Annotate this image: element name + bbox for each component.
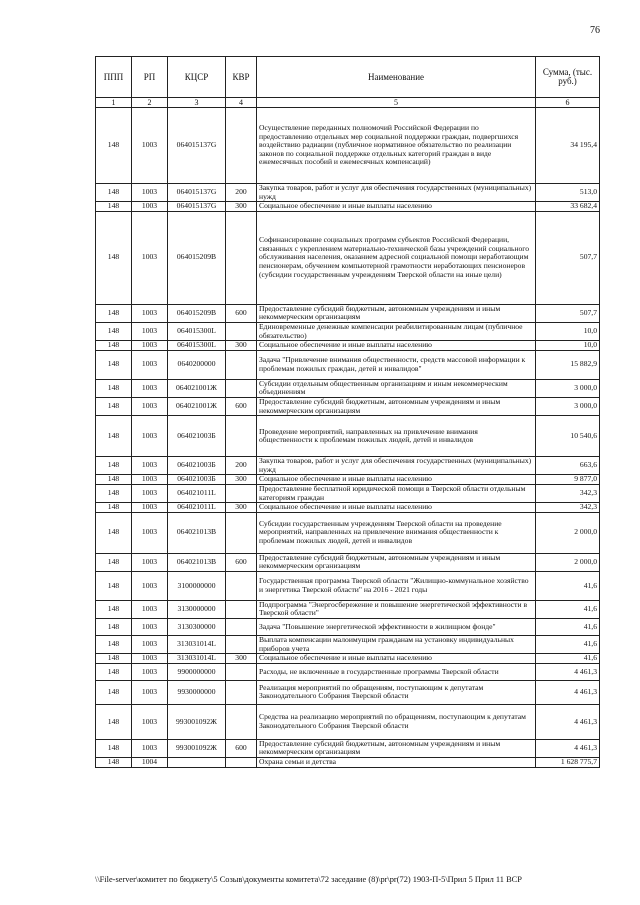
cell-rp: 1003: [132, 704, 168, 739]
cell-kvr: [226, 211, 257, 304]
cell-kvr: [226, 484, 257, 502]
table-row: [96, 571, 600, 600]
cell-name: Расходы, не включенные в государственные программы Тверской области: [257, 663, 536, 680]
cell-sum: 2 000,0: [536, 512, 600, 553]
cell-ppp: 148: [96, 202, 132, 212]
table-row: [96, 397, 600, 415]
cell-kvr: [226, 680, 257, 704]
table-row: [96, 739, 600, 757]
cell-rp: 1003: [132, 484, 168, 502]
cell-sum: 3 000,0: [536, 379, 600, 397]
cell-kcsr: 064015209B: [168, 211, 226, 304]
cell-ppp: 148: [96, 600, 132, 618]
cell-sum: 4 461,3: [536, 663, 600, 680]
table-row: [96, 322, 600, 340]
cell-ppp: 148: [96, 322, 132, 340]
cell-kcsr: 064015137G: [168, 108, 226, 184]
cell-name: Реализация мероприятий по обращениям, поступающим к депутатам Законодательного Собрания Тверской области: [257, 680, 536, 704]
cell-name: Социальное обеспечение и иные выплаты населению: [257, 475, 536, 485]
cell-name: Социальное обеспечение и иные выплаты населению: [257, 654, 536, 664]
table-row: [96, 304, 600, 322]
cell-kvr: [226, 636, 257, 654]
table-row: [96, 350, 600, 379]
cell-name: Предоставление субсидий бюджетным, автономным учреждениям и иным некоммерческим организациям: [257, 397, 536, 415]
cell-ppp: 148: [96, 350, 132, 379]
cell-rp: 1003: [132, 416, 168, 457]
cell-sum: 3 000,0: [536, 397, 600, 415]
cell-sum: 10 540,6: [536, 416, 600, 457]
cell-kvr: 600: [226, 397, 257, 415]
header-kvr: КВР: [226, 57, 257, 98]
table-body: [96, 108, 600, 768]
cell-rp: 1003: [132, 503, 168, 513]
cell-ppp: 148: [96, 484, 132, 502]
cell-kcsr: 064015137G: [168, 184, 226, 202]
cell-name: Социальное обеспечение и иные выплаты населению: [257, 202, 536, 212]
table-row: [96, 636, 600, 654]
cell-kcsr: 3100000000: [168, 571, 226, 600]
cell-kvr: 600: [226, 304, 257, 322]
cell-name: Предоставление бесплатной юридической помощи в Тверской области отдельным категориям граждан: [257, 484, 536, 502]
cell-kvr: [226, 322, 257, 340]
cell-ppp: 148: [96, 184, 132, 202]
table-row: [96, 654, 600, 664]
cell-sum: 41,6: [536, 619, 600, 636]
cell-rp: 1003: [132, 202, 168, 212]
table-row: [96, 619, 600, 636]
cell-rp: 1003: [132, 304, 168, 322]
cell-rp: 1003: [132, 322, 168, 340]
table-row: [96, 379, 600, 397]
cell-kcsr: 064021003Б: [168, 457, 226, 475]
cell-ppp: 148: [96, 304, 132, 322]
cell-ppp: 148: [96, 680, 132, 704]
cell-name: Закупка товаров, работ и услуг для обеспечения государственных (муниципальных) нужд: [257, 457, 536, 475]
cell-name: Охрана семьи и детства: [257, 758, 536, 768]
cell-rp: 1003: [132, 397, 168, 415]
table-row: [96, 457, 600, 475]
cell-name: Предоставление субсидий бюджетным, автономным учреждениям и иным некоммерческим организациям: [257, 304, 536, 322]
cell-kvr: [226, 416, 257, 457]
table-row: [96, 211, 600, 304]
cell-rp: 1003: [132, 600, 168, 618]
cell-kcsr: 064021001Ж: [168, 397, 226, 415]
cell-rp: 1004: [132, 758, 168, 768]
cell-kcsr: 064021013B: [168, 553, 226, 571]
cell-kcsr: 3130300000: [168, 619, 226, 636]
cell-sum: 10,0: [536, 341, 600, 351]
cell-sum: 4 461,3: [536, 680, 600, 704]
cell-name: Субсидии государственным учреждениям Тверской области на проведение мероприятий, направленных на привлечение внимания общественности к проблемам пожилых людей, детей и инвалидов: [257, 512, 536, 553]
cell-kcsr: 313031014L: [168, 636, 226, 654]
cell-name: Осуществление переданных полномочий Российской Федерации по предоставлению отдельных мер социальной поддержки граждан, подвергшихся воздействию радиации (публичное нормативное обязательство по реализации законов по социальной поддержке отдельных категорий граждан в виде ежемесячных пособий и ежемесячных компенсаций): [257, 108, 536, 184]
cell-kcsr: 993001092Ж: [168, 739, 226, 757]
cell-kcsr: 0640200000: [168, 350, 226, 379]
cell-rp: 1003: [132, 654, 168, 664]
cell-kcsr: 064015300L: [168, 341, 226, 351]
cell-ppp: 148: [96, 619, 132, 636]
budget-table: [95, 56, 600, 768]
cell-name: Предоставление субсидий бюджетным, автономным учреждениям и иным некоммерческим организациям: [257, 553, 536, 571]
cell-kvr: [226, 619, 257, 636]
table-row: [96, 680, 600, 704]
cell-ppp: 148: [96, 475, 132, 485]
cell-kvr: [226, 704, 257, 739]
cell-sum: 2 000,0: [536, 553, 600, 571]
cell-name: Подпрограмма "Энергосбережение и повышение энергетической эффективности в Тверской области": [257, 600, 536, 618]
column-number: 2: [132, 98, 168, 108]
cell-sum: 342,3: [536, 503, 600, 513]
cell-sum: 1 628 775,7: [536, 758, 600, 768]
cell-name: Предоставление субсидий бюджетным, автономным учреждениям и иным некоммерческим организациям: [257, 739, 536, 757]
column-number: 5: [257, 98, 536, 108]
cell-name: Средства на реализацию мероприятий по обращениям, поступающим к депутатам Законодательного Собрания Тверской области: [257, 704, 536, 739]
cell-ppp: 148: [96, 512, 132, 553]
cell-kvr: 300: [226, 341, 257, 351]
table-row: [96, 503, 600, 513]
cell-name: Задача "Повышение энергетической эффективности в жилищном фонде": [257, 619, 536, 636]
cell-name: Софинансирование социальных программ субъектов Российской Федерации, связанных с укреплением материально-технической базы учреждений социального обслуживания населения, оказанием адресной социальной помощи неработающим пенсионерам, обучением компьютерной грамотности неработающих пенсионеров (субсидии государственным учреждениям Тверской области на иные цели): [257, 211, 536, 304]
cell-rp: 1003: [132, 553, 168, 571]
cell-ppp: 148: [96, 457, 132, 475]
header-row: [96, 57, 600, 98]
cell-sum: 663,6: [536, 457, 600, 475]
column-number: 3: [168, 98, 226, 108]
cell-kcsr: 9930000000: [168, 680, 226, 704]
cell-sum: 342,3: [536, 484, 600, 502]
cell-kcsr: 9900000000: [168, 663, 226, 680]
column-number-row: [96, 98, 600, 108]
table-row: [96, 663, 600, 680]
header-name: Наименование: [257, 57, 536, 98]
cell-ppp: 148: [96, 553, 132, 571]
cell-rp: 1003: [132, 739, 168, 757]
table-row: [96, 416, 600, 457]
cell-ppp: 148: [96, 704, 132, 739]
cell-sum: 10,0: [536, 322, 600, 340]
cell-sum: 513,0: [536, 184, 600, 202]
cell-ppp: 148: [96, 636, 132, 654]
header-kcsr: КЦСР: [168, 57, 226, 98]
cell-rp: 1003: [132, 379, 168, 397]
cell-kvr: [226, 600, 257, 618]
table-row: [96, 475, 600, 485]
cell-kcsr: 064015209B: [168, 304, 226, 322]
cell-sum: 41,6: [536, 636, 600, 654]
cell-sum: 4 461,3: [536, 739, 600, 757]
cell-rp: 1003: [132, 475, 168, 485]
cell-kvr: [226, 379, 257, 397]
cell-kcsr: 064021013B: [168, 512, 226, 553]
cell-rp: 1003: [132, 350, 168, 379]
cell-ppp: 148: [96, 758, 132, 768]
cell-kcsr: 064021011L: [168, 503, 226, 513]
cell-kcsr: 064021003Б: [168, 416, 226, 457]
cell-kvr: [226, 512, 257, 553]
cell-kvr: 200: [226, 457, 257, 475]
cell-ppp: 148: [96, 503, 132, 513]
cell-name: Проведение мероприятий, направленных на привлечение внимания общественности к проблемам пожилых людей, детей и инвалидов: [257, 416, 536, 457]
cell-kvr: [226, 350, 257, 379]
cell-kvr: 200: [226, 184, 257, 202]
cell-sum: 41,6: [536, 571, 600, 600]
table-row: [96, 600, 600, 618]
cell-kcsr: 064021001Ж: [168, 379, 226, 397]
cell-name: Единовременные денежные компенсации реабилитированным лицам (публичное обязательство): [257, 322, 536, 340]
cell-kvr: 600: [226, 553, 257, 571]
table-row: [96, 484, 600, 502]
cell-kcsr: [168, 758, 226, 768]
column-number: 4: [226, 98, 257, 108]
cell-sum: 4 461,3: [536, 704, 600, 739]
cell-rp: 1003: [132, 108, 168, 184]
cell-ppp: 148: [96, 416, 132, 457]
cell-sum: 41,6: [536, 600, 600, 618]
cell-ppp: 148: [96, 379, 132, 397]
table-row: [96, 704, 600, 739]
cell-name: Социальное обеспечение и иные выплаты населению: [257, 341, 536, 351]
cell-sum: 34 195,4: [536, 108, 600, 184]
cell-sum: 15 882,9: [536, 350, 600, 379]
cell-sum: 507,7: [536, 211, 600, 304]
header-ppp: ППП: [96, 57, 132, 98]
cell-sum: 9 877,0: [536, 475, 600, 485]
cell-rp: 1003: [132, 211, 168, 304]
table-row: [96, 108, 600, 184]
cell-ppp: 148: [96, 739, 132, 757]
cell-rp: 1003: [132, 663, 168, 680]
cell-kcsr: 064021003Б: [168, 475, 226, 485]
cell-kvr: 600: [226, 739, 257, 757]
table-row: [96, 184, 600, 202]
cell-sum: 41,6: [536, 654, 600, 664]
file-path-footer: \\File-server\комитет по бюджету\5 Созыв\документы комитета\72 заседание (8)\pr\pr(72) 1903-П-5\Прил 5 Прил 11 ВСР: [95, 875, 522, 884]
cell-rp: 1003: [132, 341, 168, 351]
cell-kcsr: 064015137G: [168, 202, 226, 212]
cell-ppp: 148: [96, 211, 132, 304]
cell-kcsr: 064021011L: [168, 484, 226, 502]
table-row: [96, 758, 600, 768]
cell-kcsr: 064015300L: [168, 322, 226, 340]
cell-kvr: [226, 108, 257, 184]
table-row: [96, 202, 600, 212]
cell-kcsr: 993001092Ж: [168, 704, 226, 739]
cell-ppp: 148: [96, 654, 132, 664]
cell-kvr: 300: [226, 202, 257, 212]
cell-kvr: [226, 571, 257, 600]
cell-kvr: [226, 663, 257, 680]
cell-name: Закупка товаров, работ и услуг для обеспечения государственных (муниципальных) нужд: [257, 184, 536, 202]
cell-ppp: 148: [96, 663, 132, 680]
cell-name: Социальное обеспечение и иные выплаты населению: [257, 503, 536, 513]
cell-name: Государственная программа Тверской области "Жилищно-коммунальное хозяйство и энергетика Тверской области" на 2016 - 2021 годы: [257, 571, 536, 600]
cell-kvr: [226, 758, 257, 768]
cell-kvr: 300: [226, 654, 257, 664]
header-rp: РП: [132, 57, 168, 98]
cell-name: Субсидии отдельным общественным организациям и иным некоммерческим объединениям: [257, 379, 536, 397]
table-row: [96, 512, 600, 553]
table-row: [96, 341, 600, 351]
cell-rp: 1003: [132, 184, 168, 202]
cell-rp: 1003: [132, 457, 168, 475]
cell-name: Выплата компенсации малоимущим гражданам на установку индивидуальных приборов учета: [257, 636, 536, 654]
cell-sum: 33 682,4: [536, 202, 600, 212]
cell-rp: 1003: [132, 680, 168, 704]
cell-ppp: 148: [96, 108, 132, 184]
cell-rp: 1003: [132, 512, 168, 553]
cell-ppp: 148: [96, 397, 132, 415]
cell-kcsr: 3130000000: [168, 600, 226, 618]
cell-name: Задача "Привлечение внимания общественности, средств массовой информации к проблемам пожилых граждан, детей и инвалидов": [257, 350, 536, 379]
cell-ppp: 148: [96, 571, 132, 600]
cell-kvr: 300: [226, 503, 257, 513]
header-sum: Сумма, (тыс. руб.): [536, 57, 600, 98]
cell-kvr: 300: [226, 475, 257, 485]
column-number: 1: [96, 98, 132, 108]
table-row: [96, 553, 600, 571]
cell-rp: 1003: [132, 619, 168, 636]
cell-kcsr: 313031014L: [168, 654, 226, 664]
cell-sum: 507,7: [536, 304, 600, 322]
cell-rp: 1003: [132, 636, 168, 654]
cell-rp: 1003: [132, 571, 168, 600]
page-number: 76: [590, 25, 600, 36]
column-number: 6: [536, 98, 600, 108]
cell-ppp: 148: [96, 341, 132, 351]
